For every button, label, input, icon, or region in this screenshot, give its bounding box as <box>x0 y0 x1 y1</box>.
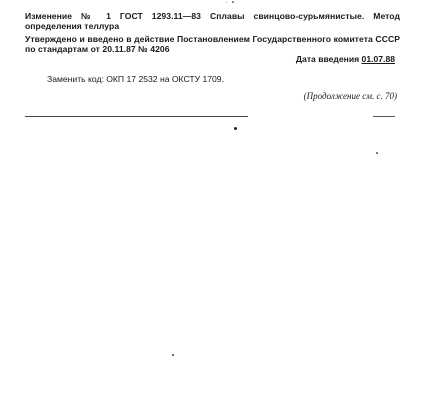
scan-speck <box>226 2 227 3</box>
effective-date-line <box>296 54 395 64</box>
approval-statement: Утверждено и введено в действие Постановлением Государственного комитета СССР по стандартам от 20.11.87 № 4206 <box>25 34 400 54</box>
scan-speck <box>376 152 378 154</box>
effective-date-label: Дата введения <box>295 54 360 64</box>
scan-speck <box>172 354 174 356</box>
separator-rule-right <box>373 116 395 117</box>
effective-date-value: 01.07.88 <box>361 54 395 64</box>
amendment-title: Изменение № 1 ГОСТ 1293.11—83 Сплавы свинцово-сурьмянистые. Метод определения теллура <box>25 11 400 31</box>
scan-speck <box>234 127 237 130</box>
continuation-note: (Продолжение см. с. 70) <box>303 91 397 101</box>
replace-code-text: Заменить код: ОКП 17 2532 на ОКСТУ 1709. <box>47 74 224 84</box>
separator-rule-left <box>25 116 248 117</box>
scan-speck <box>232 1 234 3</box>
